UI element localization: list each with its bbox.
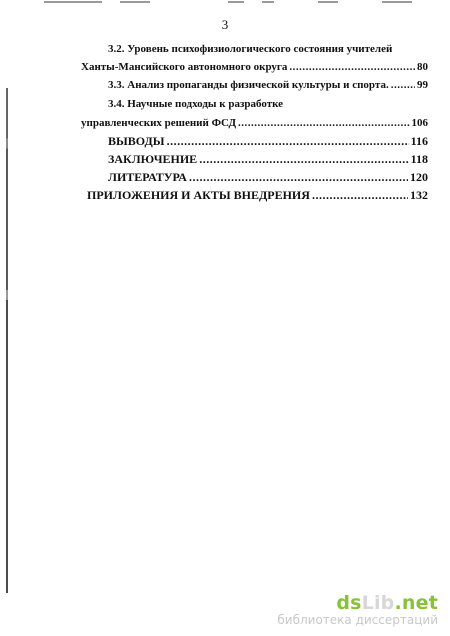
page-number: 3 xyxy=(221,17,229,32)
toc-literature-title: ЛИТЕРАТУРА xyxy=(108,170,187,184)
dot-leader xyxy=(289,60,415,74)
toc-appendices-page: 132 xyxy=(410,188,428,202)
toc-afterword xyxy=(108,152,428,166)
toc-item-3-2-title: 3.2. Уровень психофизиологического состояния учителей xyxy=(108,43,393,55)
logo-lib: Lib xyxy=(361,592,395,614)
watermark-subtitle: библиотека диссертаций xyxy=(277,613,438,627)
toc-literature xyxy=(108,170,428,184)
dot-leader xyxy=(391,78,415,92)
dot-leader xyxy=(199,152,408,166)
toc-conclusions-page: 116 xyxy=(410,134,428,148)
toc-item-3-3 xyxy=(108,78,428,92)
toc-item-3-2-subtitle: Ханты-Мансийского автономного округа xyxy=(81,61,288,73)
toc-item-3-4-title: 3.4. Научные подходы к разработке xyxy=(108,98,284,110)
toc-conclusions-title: ВЫВОДЫ xyxy=(108,134,165,148)
dslib-watermark xyxy=(277,593,438,627)
dot-leader xyxy=(167,134,409,148)
toc-item-3-4-subtitle: управленческих решений ФСД xyxy=(81,117,237,129)
toc-afterword-title: ЗАКЛЮЧЕНИЕ xyxy=(108,152,198,166)
toc-item-3-2-page: 80 xyxy=(417,61,428,73)
toc-literature-page: 120 xyxy=(410,170,428,184)
dot-leader xyxy=(312,188,408,202)
scan-left-edge xyxy=(6,88,8,593)
toc-appendices xyxy=(87,188,428,202)
toc-afterword-page: 118 xyxy=(410,152,428,166)
toc-conclusions xyxy=(108,134,428,148)
logo-net: .net xyxy=(394,592,438,614)
scan-top-marks xyxy=(0,0,450,6)
dslib-logo xyxy=(277,593,438,613)
toc-appendices-title: ПРИЛОЖЕНИЯ И АКТЫ ВНЕДРЕНИЯ xyxy=(87,188,310,202)
logo-ds: ds xyxy=(336,592,362,614)
toc-item-3-4-page: 106 xyxy=(411,117,428,129)
toc-item-3-4 xyxy=(81,116,428,130)
dot-leader xyxy=(189,170,408,184)
dot-leader xyxy=(238,116,409,130)
toc-item-3-3-page: 99 xyxy=(417,79,428,91)
toc-item-3-2 xyxy=(81,60,428,74)
toc-item-3-3-title: 3.3. Анализ пропаганды физической культуры и спорта. xyxy=(108,79,389,91)
